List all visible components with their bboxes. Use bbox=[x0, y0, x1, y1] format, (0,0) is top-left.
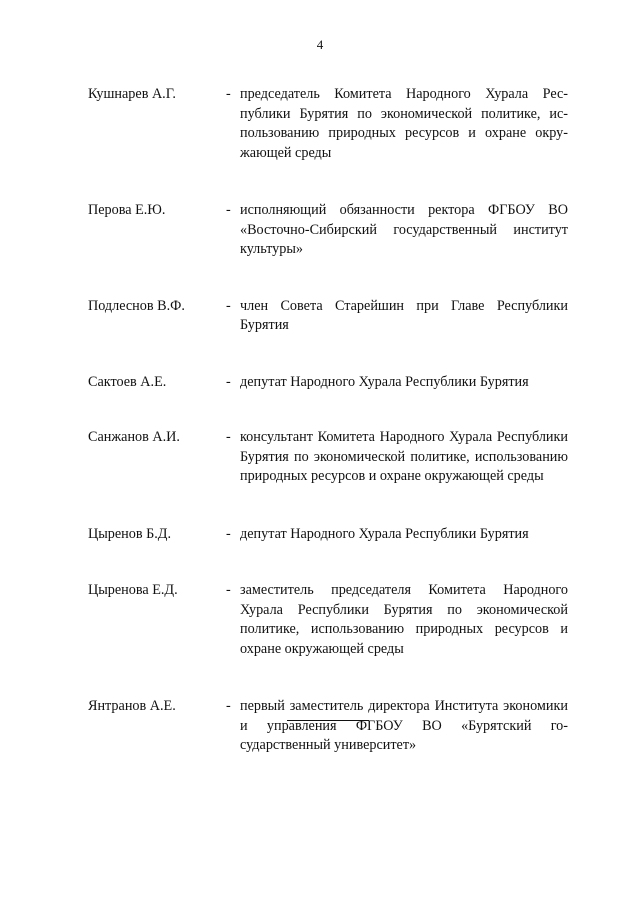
participant-role: депутат Народного Хурала Республики Бурятия bbox=[240, 525, 529, 542]
dash-separator: - bbox=[226, 297, 231, 314]
participant-role: первый заместитель директора Института экономики и управления ФГБОУ ВО «Бурятский государственный университет» bbox=[240, 698, 568, 753]
dash-separator: - bbox=[226, 698, 231, 714]
participant-name: Цыренов Б.Д. bbox=[88, 525, 172, 542]
participant-name: Перова Е.Ю. bbox=[88, 202, 166, 218]
participant-entry bbox=[0, 697, 640, 756]
participant-entry bbox=[0, 297, 640, 336]
participant-name: Кушнарев А.Г. bbox=[88, 86, 176, 102]
participant-entry bbox=[0, 525, 640, 545]
participant-name: Янтранов А.Е. bbox=[88, 698, 176, 714]
page-number: 4 bbox=[316, 37, 324, 52]
participant-entry bbox=[0, 428, 640, 487]
dash-separator: - bbox=[226, 202, 231, 218]
participant-role: председатель Комитета Народного Хурала Республики Бурятия по экономической политике, использованию природных ресурсов и охране окружающей среды bbox=[240, 86, 568, 161]
participant-role: депутат Народного Хурала Республики Бурятия bbox=[240, 373, 529, 390]
dash-separator: - bbox=[226, 525, 231, 542]
participant-entry bbox=[0, 85, 640, 163]
participant-role: заместитель председателя Комитета Народного Хурала Республики Бурятия по экономической политике, использованию природных ресурсов и охране окружающей среды bbox=[240, 582, 568, 657]
participant-role: исполняющий обязанности ректора ФГБОУ ВО «Восточно-Сибирский государственный институт культуры» bbox=[240, 202, 568, 257]
dash-separator: - bbox=[226, 86, 231, 102]
participant-name: Цыренова Е.Д. bbox=[88, 582, 178, 598]
participants-list bbox=[0, 85, 640, 756]
participant-role: консультант Комитета Народного Хурала Республики Бурятия по экономической политике, использованию природных ресурсов и охране окружающей среды bbox=[240, 429, 568, 484]
participant-name: Сактоев А.Е. bbox=[88, 373, 167, 390]
participant-entry bbox=[0, 373, 640, 393]
end-separator-line bbox=[287, 720, 369, 721]
participant-entry bbox=[0, 581, 640, 659]
participant-entry bbox=[0, 201, 640, 260]
dash-separator: - bbox=[226, 373, 231, 390]
participant-role: член Совета Старейшин при Главе Республики Бурятия bbox=[240, 297, 568, 333]
participant-name: Подлеснов В.Ф. bbox=[88, 297, 185, 314]
participant-name: Санжанов А.И. bbox=[88, 429, 180, 445]
dash-separator: - bbox=[226, 582, 231, 598]
dash-separator: - bbox=[226, 429, 231, 445]
